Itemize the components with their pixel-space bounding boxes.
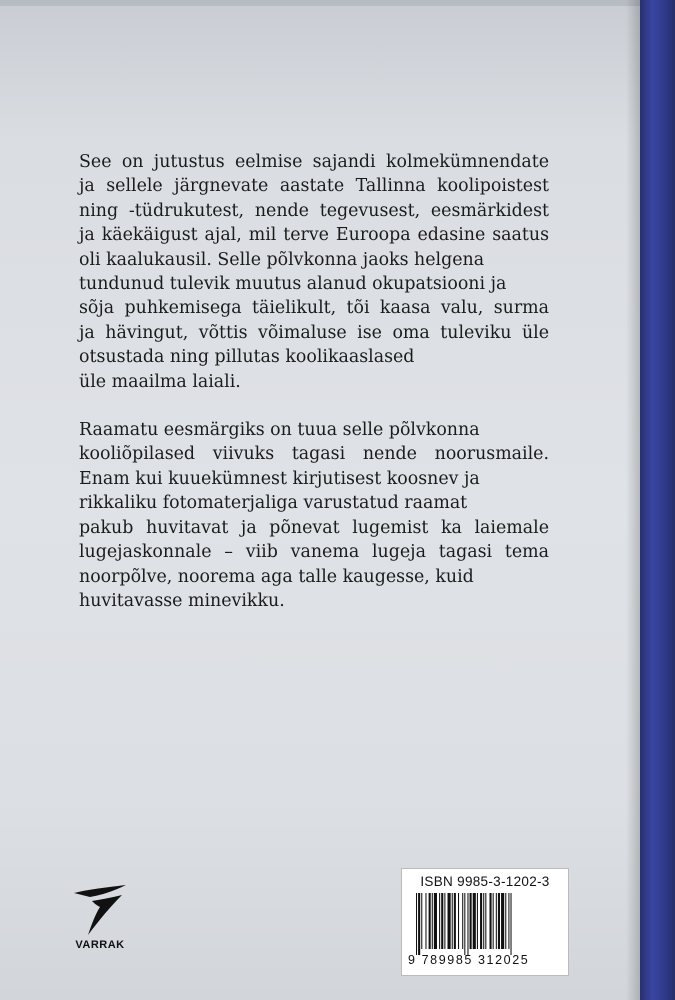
barcode-bar [439, 893, 440, 949]
spine-edge [640, 0, 675, 1000]
blurb-line: Enam kui kuuekümnest kirjutisest koosnev ja [79, 468, 480, 489]
blurb-line: lugejaskonnale – viib vanema lugeja tagasi tema [79, 542, 549, 563]
barcode-bar [416, 893, 417, 955]
barcode-bar [501, 893, 504, 949]
blurb-line: oli kaalukausil. Selle põlvkonna jaoks helgena [79, 249, 485, 270]
blurb-line: pakub huvitavat ja põnevat lugemist ka laiemale [79, 517, 549, 538]
blurb-line: ja hävingut, võttis võimaluse ise oma tuleviku üle [79, 322, 549, 343]
barcode-label [401, 868, 569, 976]
barcode-bar [421, 893, 422, 949]
barcode-bar [434, 893, 437, 949]
barcode-bar [508, 893, 509, 949]
barcode-bar [473, 893, 476, 949]
barcode-bar [498, 893, 500, 949]
blurb-line: rikkaliku fotomaterjaliga varustatud raamat [79, 493, 468, 514]
barcode-bars [416, 893, 556, 955]
barcode-bar [464, 893, 465, 955]
barcode-bar [462, 893, 463, 949]
barcode-bar [505, 893, 506, 949]
barcode-digits: 9 789985 312025 [408, 953, 530, 967]
barcode-bar [490, 893, 492, 949]
barcode-bar [477, 893, 478, 949]
barcode-bar [470, 893, 472, 949]
blurb-line: huvitavasse minevikku. [79, 590, 285, 611]
barcode-bar [444, 893, 445, 949]
barcode-bar [493, 893, 494, 949]
blurb-line: otsustada ning pillutas koolikaaslased [79, 347, 415, 368]
barcode-bar [432, 893, 433, 949]
barcode-bar [483, 893, 484, 949]
barcode-bar [480, 893, 482, 949]
blurb-text [79, 150, 549, 637]
isbn-text: ISBN 9985-3-1202-3 [420, 874, 550, 889]
cover-top-edge [0, 0, 640, 6]
blurb-line: üle maailma laiali. [79, 371, 241, 392]
blurb-line: sõja puhkemisega täielikult, tõi kaasa valu, surma [79, 298, 549, 319]
barcode-bar [441, 893, 443, 949]
barcode-bar [511, 893, 512, 955]
blurb-line: noorpõlve, noorema aga talle kaugesse, kuid [79, 566, 474, 587]
barcode-bar [429, 893, 431, 949]
blurb-paragraph-2 [79, 418, 549, 613]
barcode-bar [467, 893, 468, 955]
barcode-bar [454, 893, 456, 949]
blurb-line: ja sellele järgnevate aastate Tallinna koolipoistest [79, 176, 549, 197]
blurb-line: kooliõpilased viivuks tagasi nende noorusmaile. [79, 444, 549, 465]
barcode-bar [448, 893, 451, 949]
blurb-line: ja käekäigust ajal, mil terve Euroopa edasine saatus [79, 225, 549, 246]
publisher-name: VARRAK [75, 939, 125, 951]
barcode-bar [458, 893, 459, 949]
blurb-paragraph-1 [79, 150, 549, 394]
varrak-bird-icon [70, 883, 130, 939]
blurb-line: ning -tüdrukutest, nende tegevusest, eesmärkidest [79, 200, 549, 221]
barcode-bar [452, 893, 453, 949]
barcode-bar [496, 893, 497, 949]
blurb-line: tundunud tulevik muutus alanud okupatsiooni ja [79, 274, 507, 295]
barcode-bar [418, 893, 420, 955]
barcode-bar [485, 893, 486, 949]
blurb-line: Raamatu eesmärgiks on tuua selle põlvkonna [79, 420, 480, 441]
blurb-line: See on jutustus eelmise sajandi kolmekümnendate [79, 152, 549, 172]
barcode-bar [425, 893, 426, 949]
publisher-logo [70, 883, 130, 973]
